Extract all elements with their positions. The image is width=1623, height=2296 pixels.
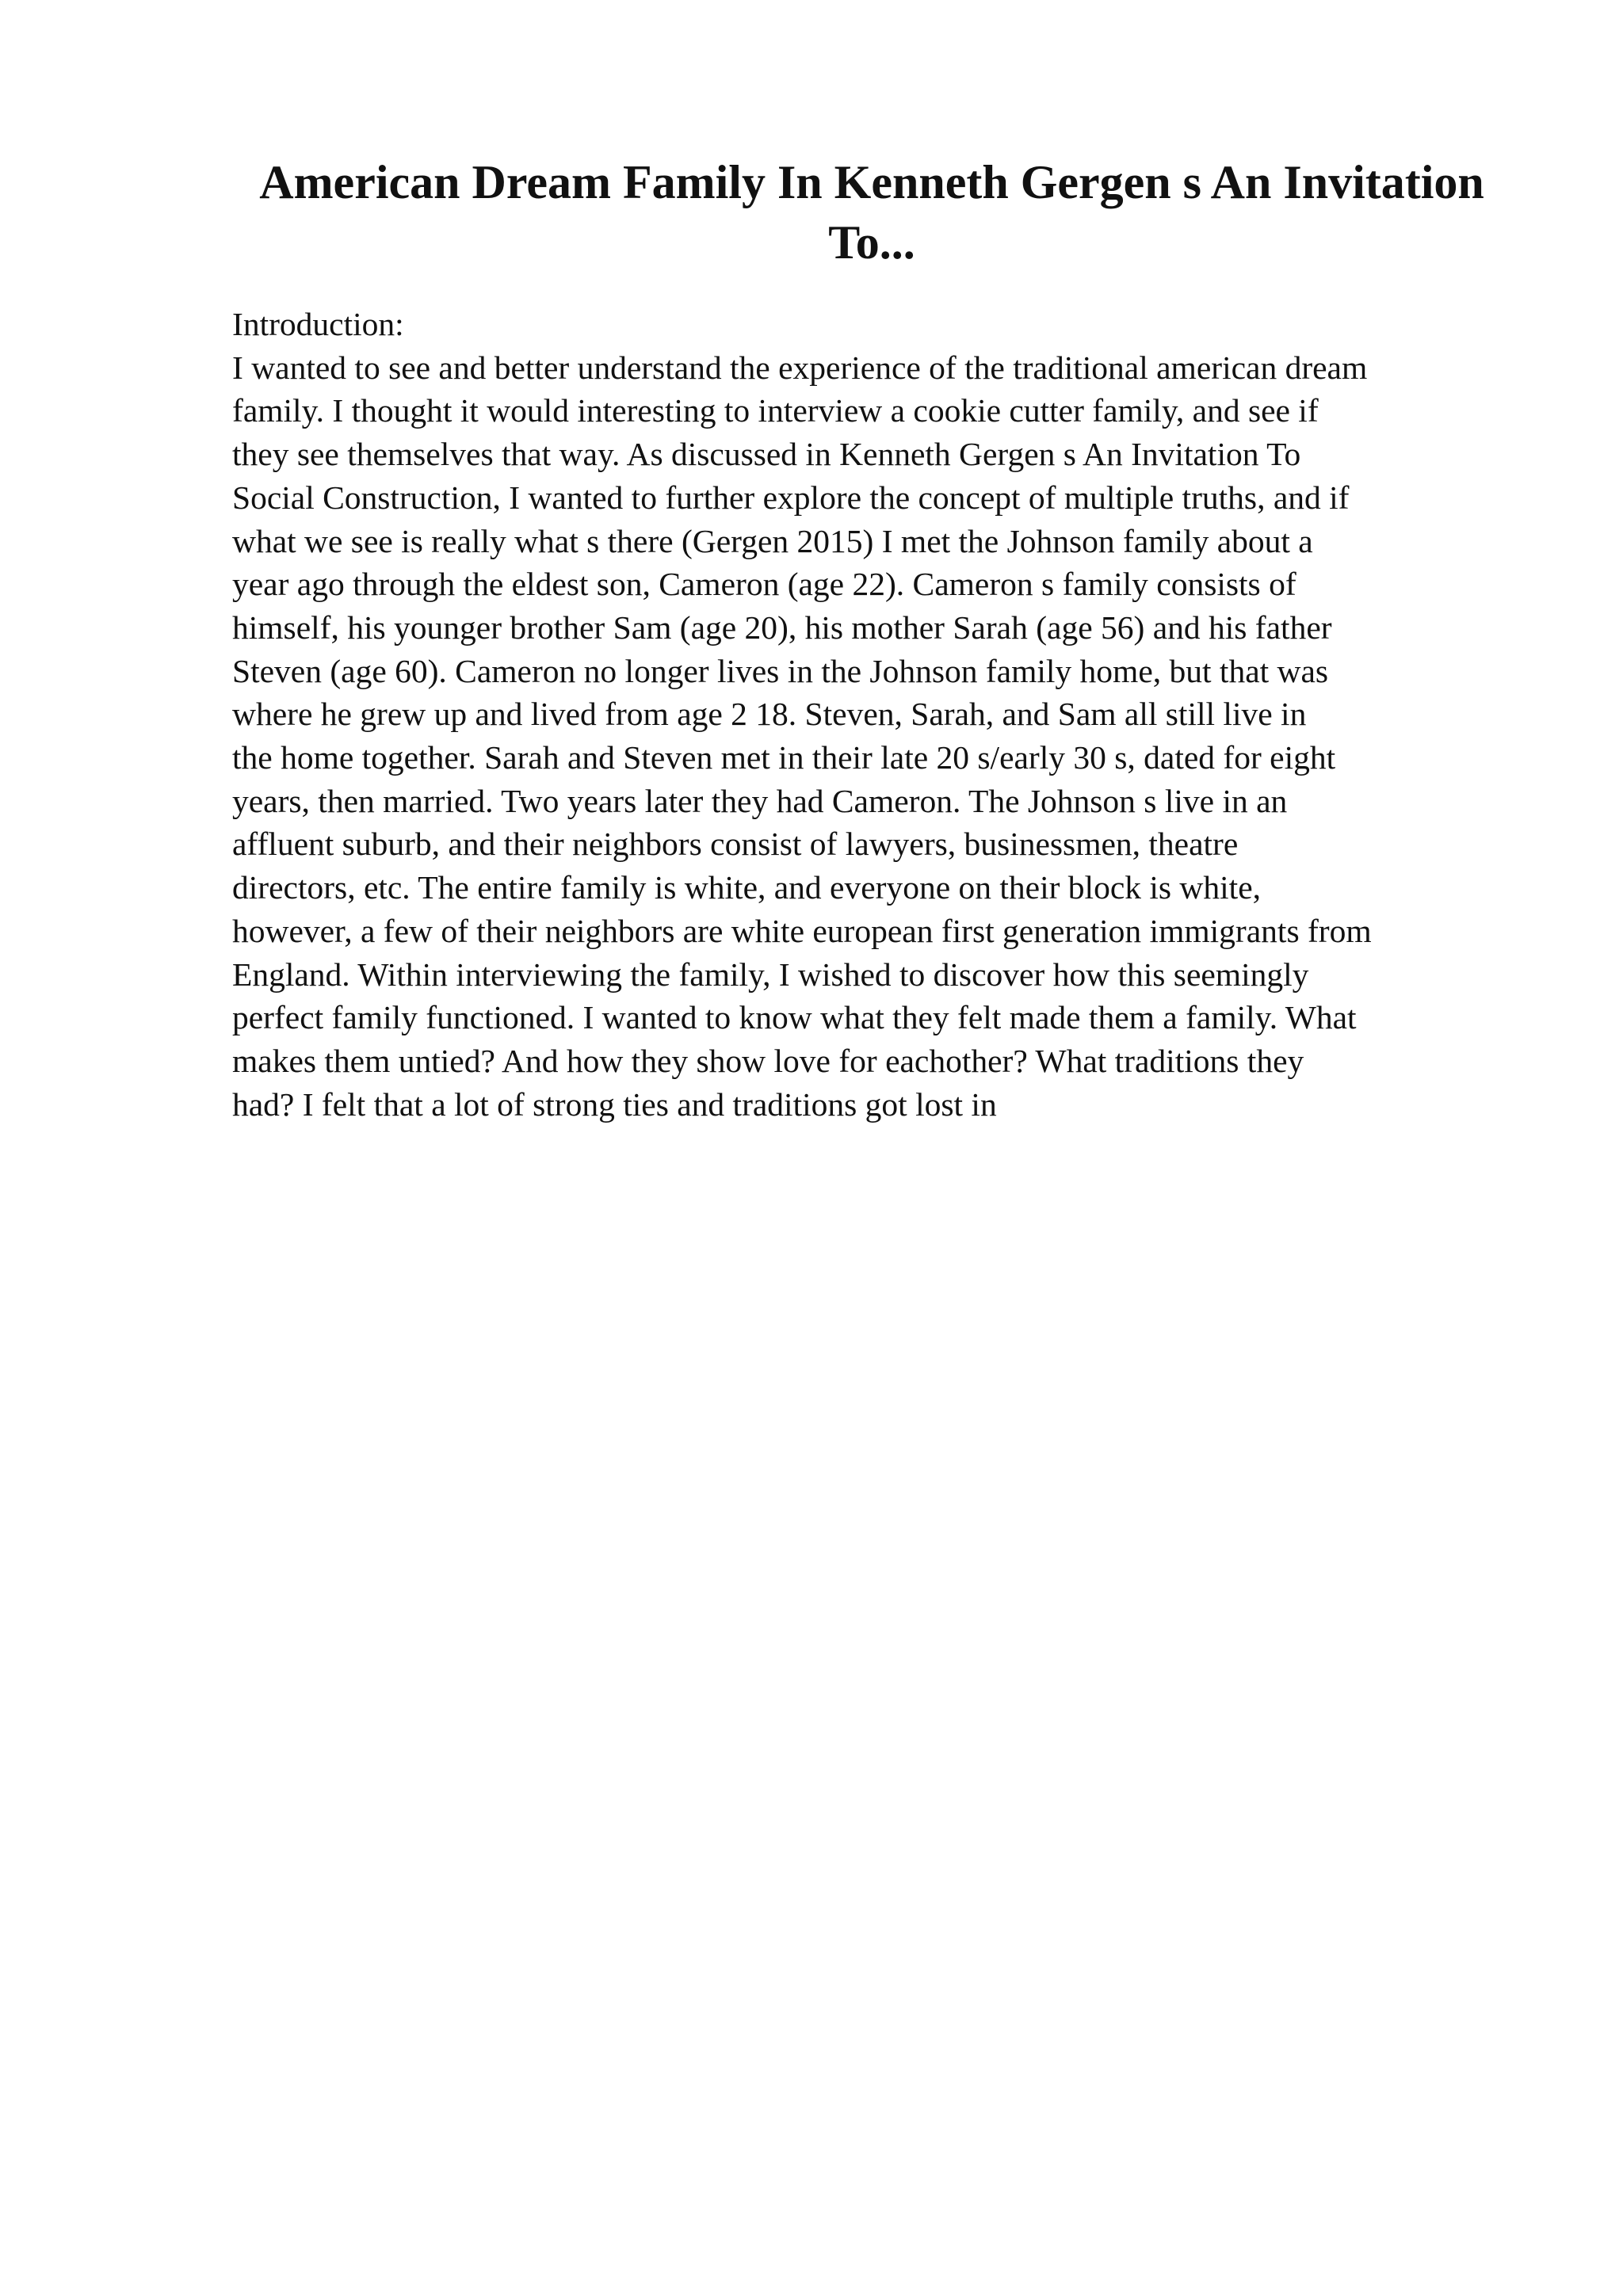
body-line: where he grew up and lived from age 2 18. Steven, Sarah, and Sam all still live in: [232, 696, 1307, 733]
title-line: To...: [828, 216, 915, 269]
body-line: the home together. Sarah and Steven met in their late 20 s/early 30 s, dated for eight: [232, 739, 1336, 776]
section-label: Introduction:: [232, 306, 404, 342]
body-line: had? I felt that a lot of strong ties and traditions got lost in: [232, 1085, 997, 1123]
title-line: American Dream Family In Kenneth Gergen s An Invitation: [259, 156, 1484, 208]
body-line: directors, etc. The entire family is white, and everyone on their block is white,: [232, 869, 1262, 906]
body-line: I wanted to see and better understand the experience of the traditional american dream: [232, 349, 1368, 386]
body-line: what we see is really what s there (Gergen 2015) I met the Johnson family about a: [232, 522, 1313, 559]
body-line: year ago through the eldest son, Cameron (age 22). Cameron s family consists of: [232, 566, 1296, 603]
body-line: affluent suburb, and their neighbors consist of lawyers, businessmen, theatre: [232, 826, 1239, 863]
document-body: [232, 303, 1532, 1126]
body-line: years, then married. Two years later they had Cameron. The Johnson s live in an: [232, 782, 1288, 819]
body-line: himself, his younger brother Sam (age 20), his mother Sarah (age 56) and his father: [232, 608, 1332, 646]
body-line: Steven (age 60). Cameron no longer lives in the Johnson family home, but that was: [232, 652, 1329, 689]
body-line: they see themselves that way. As discussed in Kenneth Gergen s An Invitation To: [232, 436, 1301, 473]
body-line: perfect family functioned. I wanted to know what they felt made them a family. What: [232, 999, 1357, 1036]
body-line: family. I thought it would interesting to interview a cookie cutter family, and see if: [232, 392, 1319, 429]
document-title: [230, 152, 1514, 273]
body-line: however, a few of their neighbors are white european first generation immigrants from: [232, 912, 1372, 949]
body-line: Social Construction, I wanted to further explore the concept of multiple truths, and if: [232, 479, 1350, 516]
body-line: makes them untied? And how they show love for eachother? What traditions they: [232, 1042, 1304, 1079]
body-line: England. Within interviewing the family, I wished to discover how this seemingly: [232, 955, 1309, 993]
